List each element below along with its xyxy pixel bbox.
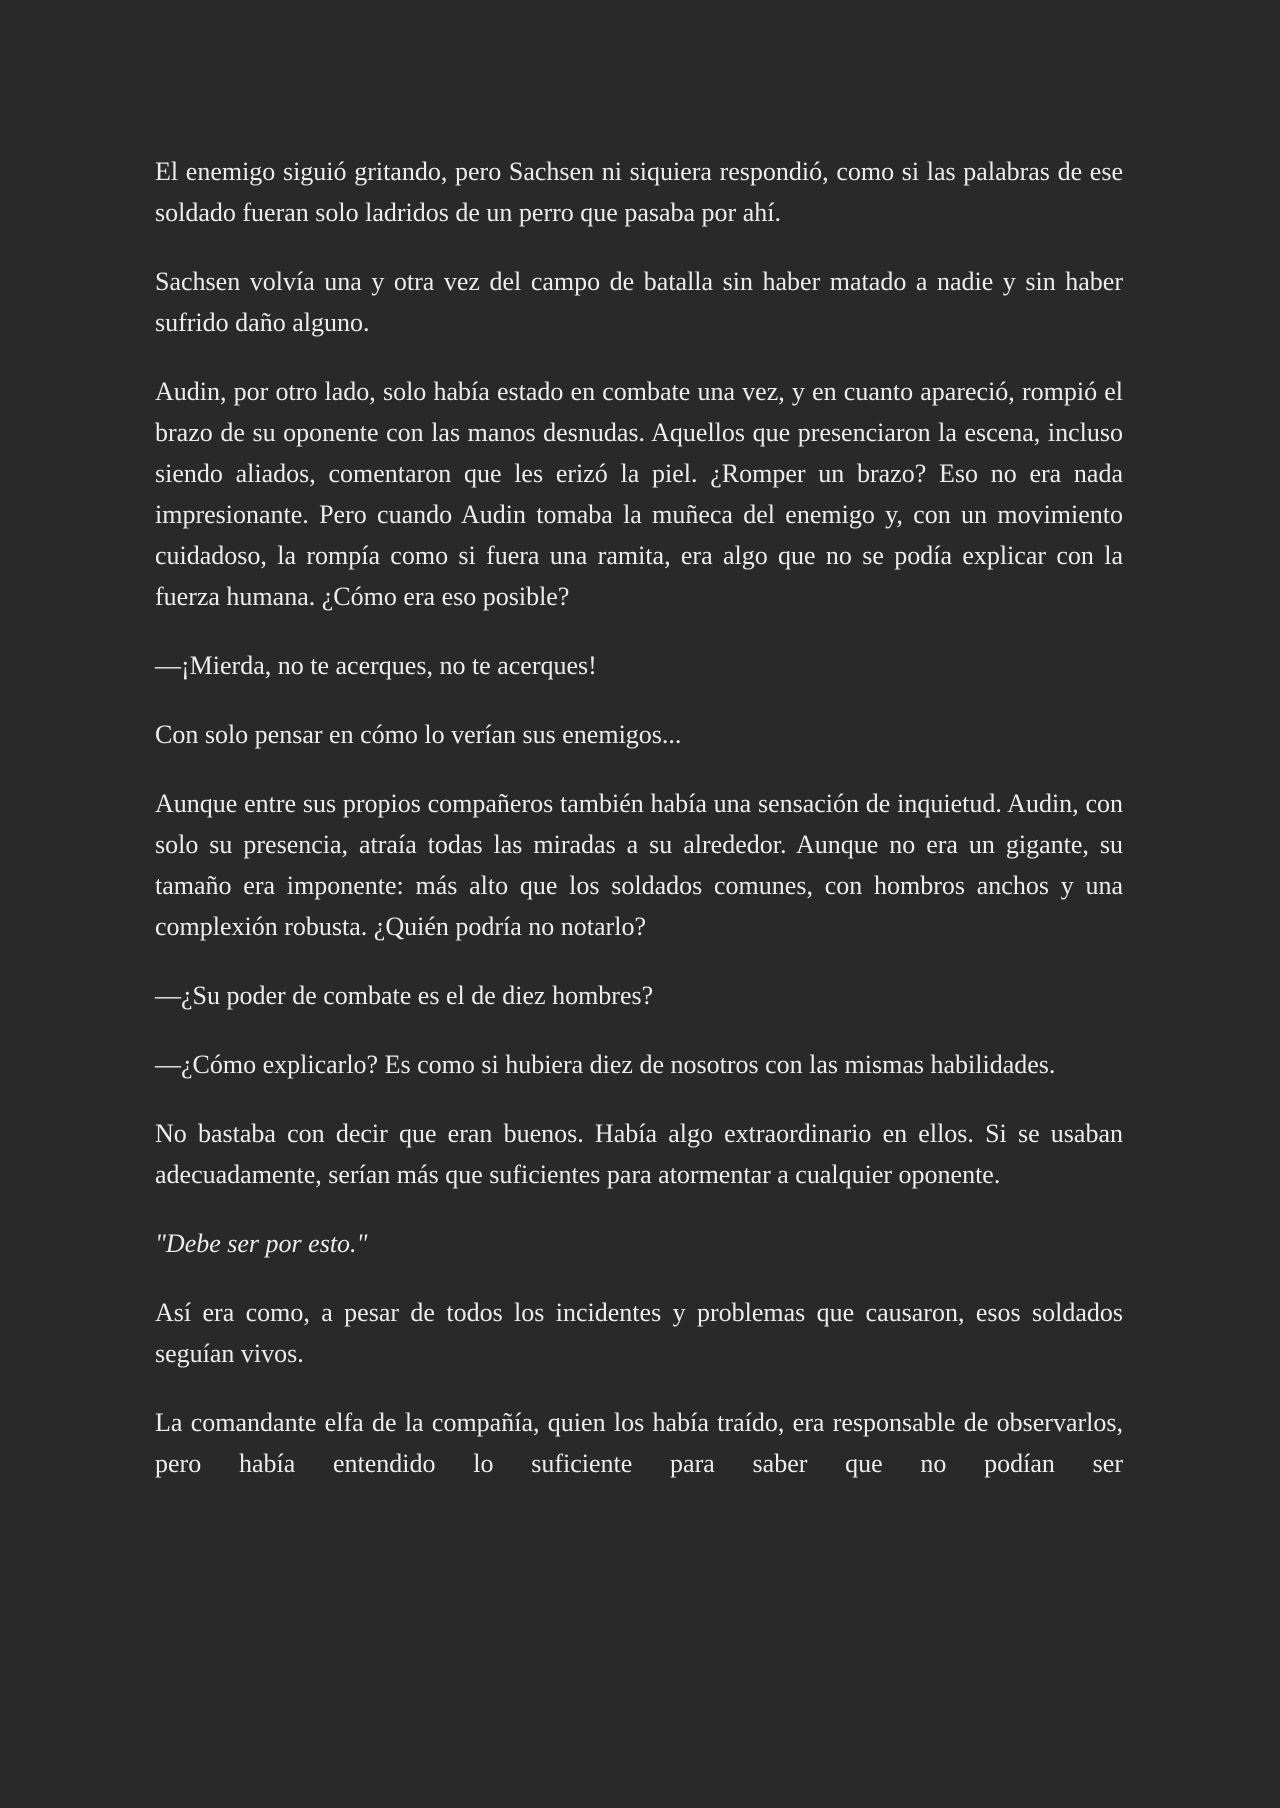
paragraph: Sachsen volvía una y otra vez del campo de batalla sin haber matado a nadie y sin haber sufrido daño alguno. [155, 267, 1123, 337]
paragraph: Audin, por otro lado, solo había estado en combate una vez, y en cuanto apareció, rompió el brazo de su oponente con las manos desnudas. Aquellos que presenciaron la escena, incluso siendo aliados, comentaron que les erizó la piel. ¿Romper un brazo? Eso no era nada impresionante. Pero cuando Audin tomaba la muñeca del enemigo y, con un movimiento cuidadoso, la rompía como si fuera una ramita, era algo que no se podía explicar con la fuerza humana. ¿Cómo era eso posible? [155, 377, 1123, 611]
dialogue-line: —¿Su poder de combate es el de diez hombres? [155, 981, 654, 1010]
dialogue-line: —¿Cómo explicarlo? Es como si hubiera diez de nosotros con las mismas habilidades. [155, 1050, 1056, 1079]
thought-line: "Debe ser por esto." [155, 1229, 368, 1258]
paragraph-continued: La comandante elfa de la compañía, quien los había traído, era responsable de observarlos, pero había entendido lo suficiente para saber que no podían ser [155, 1408, 1123, 1478]
dialogue-line: —¡Mierda, no te acerques, no te acerques! [155, 651, 597, 680]
paragraph: Así era como, a pesar de todos los incidentes y problemas que causaron, esos soldados seguían vivos. [155, 1298, 1123, 1368]
paragraph: Aunque entre sus propios compañeros también había una sensación de inquietud. Audin, con solo su presencia, atraía todas las miradas a su alrededor. Aunque no era un gigante, su tamaño era imponente: más alto que los soldados comunes, con hombros anchos y una complexión robusta. ¿Quién podría no notarlo? [155, 789, 1123, 941]
chapter-text-body [155, 151, 1123, 1484]
paragraph: El enemigo siguió gritando, pero Sachsen ni siquiera respondió, como si las palabras de ese soldado fueran solo ladridos de un perro que pasaba por ahí. [155, 157, 1123, 227]
paragraph: Con solo pensar en cómo lo verían sus enemigos... [155, 720, 682, 749]
paragraph: No bastaba con decir que eran buenos. Había algo extraordinario en ellos. Si se usaban adecuadamente, serían más que suficientes para atormentar a cualquier oponente. [155, 1119, 1123, 1189]
